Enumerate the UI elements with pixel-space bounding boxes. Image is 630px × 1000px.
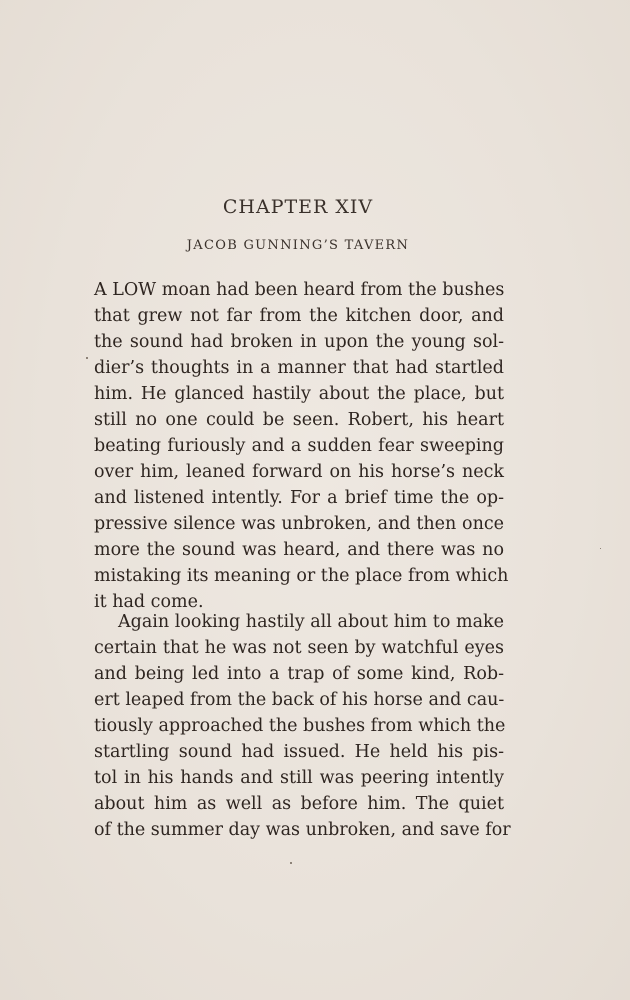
- text-line: the sound had broken in upon the young sol-: [94, 332, 504, 352]
- paper-speck: [290, 862, 292, 864]
- text-line: dier’s thoughts in a manner that had startled: [94, 358, 504, 378]
- text-line: still no one could be seen. Robert, his heart: [94, 410, 504, 430]
- paper-speck: [600, 548, 601, 549]
- text-line: it had come.: [94, 592, 204, 612]
- text-line: over him, leaned forward on his horse’s neck: [94, 462, 504, 482]
- text-line: mistaking its meaning or the place from which: [94, 566, 509, 586]
- chapter-subtitle: JACOB GUNNING’S TAVERN: [186, 238, 410, 253]
- text-line: beating furiously and a sudden fear sweeping: [94, 436, 504, 456]
- text-line: ert leaped from the back of his horse and cau-: [94, 690, 505, 710]
- text-line: Again looking hastily all about him to make: [118, 612, 504, 632]
- text-line: tol in his hands and still was peering intently: [94, 768, 504, 788]
- text-line: startling sound had issued. He held his pis-: [94, 742, 504, 762]
- text-line: certain that he was not seen by watchful eyes: [94, 638, 504, 658]
- text-line: him. He glanced hastily about the place, but: [94, 384, 504, 404]
- chapter-title: CHAPTER XIV: [222, 196, 374, 218]
- text-line: tiously approached the bushes from which the: [94, 716, 506, 736]
- text-line: more the sound was heard, and there was no: [94, 540, 504, 560]
- text-line: A LOW moan had been heard from the bushes: [94, 280, 505, 300]
- text-line: about him as well as before him. The quiet: [94, 794, 504, 814]
- text-line: pressive silence was unbroken, and then once: [94, 514, 504, 534]
- text-line: that grew not far from the kitchen door, and: [94, 306, 504, 326]
- paper-speck: [86, 357, 88, 359]
- text-line: of the summer day was unbroken, and save for: [94, 820, 511, 840]
- text-line: and listened intently. For a brief time the op-: [94, 488, 504, 508]
- text-line: and being led into a trap of some kind, Rob-: [94, 664, 504, 684]
